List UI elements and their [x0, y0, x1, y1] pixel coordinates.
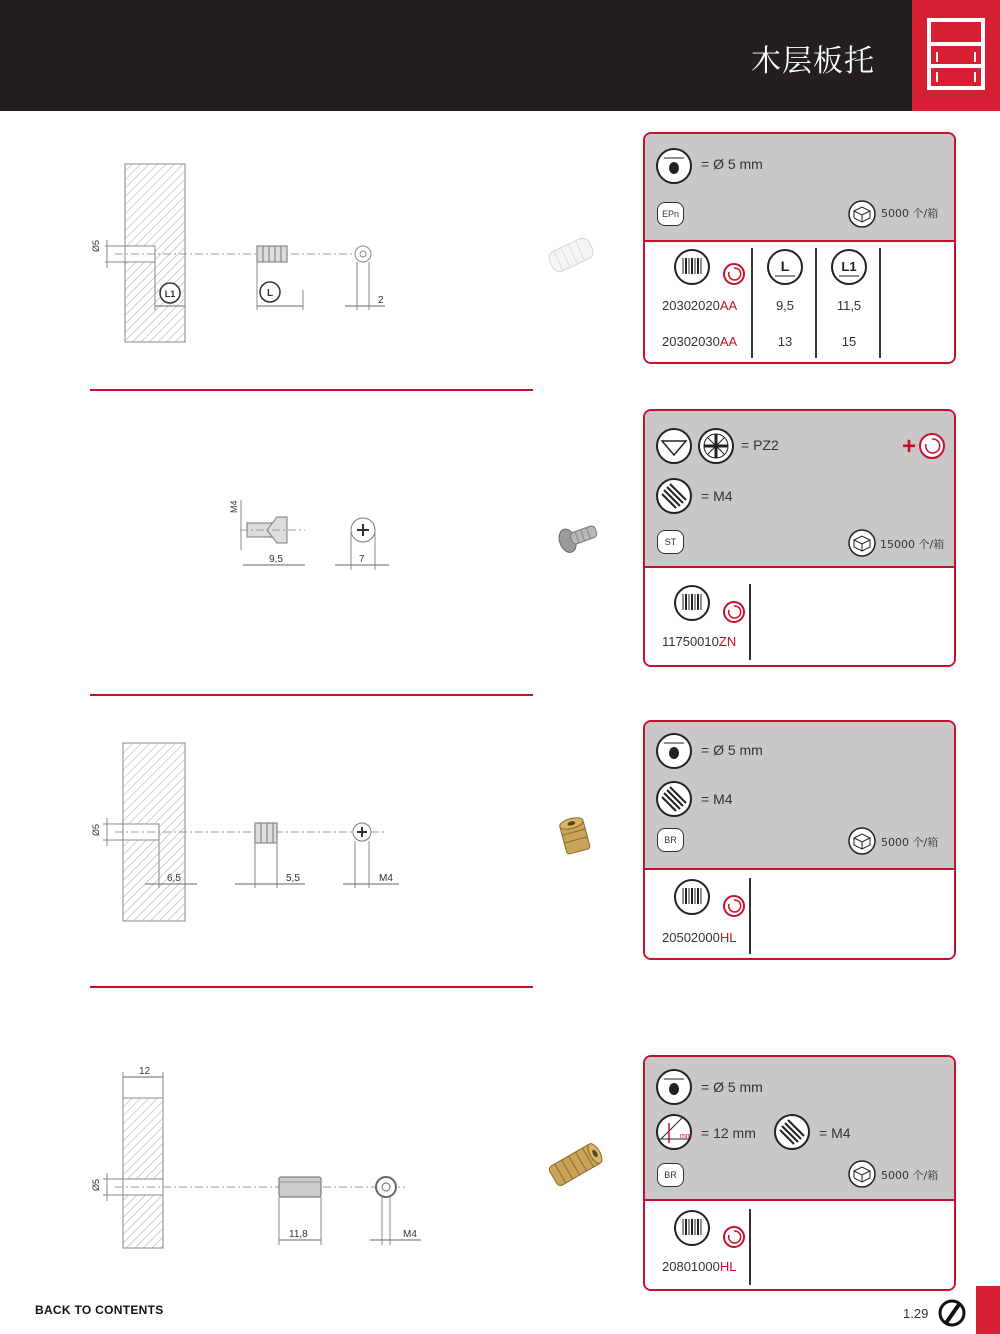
section-divider [90, 694, 533, 696]
svg-text:7: 7 [359, 554, 365, 565]
back-to-contents-link[interactable]: BACK TO CONTENTS [35, 1303, 164, 1317]
refresh-icon [722, 1225, 746, 1249]
technical-drawing-1 [85, 160, 415, 350]
svg-text:2: 2 [378, 295, 384, 306]
svg-text:M4: M4 [379, 873, 393, 884]
drawing-label-diameter: Ø5 [91, 239, 101, 252]
spec-thread: = M4 [701, 488, 733, 504]
technical-drawing-2 [225, 495, 395, 575]
pozidriv-icon [697, 427, 735, 465]
article-code: 20502000HL [662, 930, 737, 945]
length-L1-value: 11,5 [836, 298, 862, 313]
brand-logo-icon [938, 1299, 966, 1327]
svg-text:5,5: 5,5 [286, 873, 300, 884]
card-spec-panel [645, 1057, 954, 1201]
spec-drive: = PZ2 [741, 437, 779, 453]
product-card-4 [643, 1055, 956, 1291]
svg-text:M4: M4 [403, 1229, 417, 1240]
card-article-table [645, 870, 954, 960]
hole-diameter-icon [655, 1068, 693, 1106]
shelf-category-icon [912, 0, 1000, 111]
article-barcode-icon [673, 1209, 711, 1247]
card-article-table [645, 1201, 954, 1289]
svg-text:M4: M4 [229, 500, 239, 513]
page-number: 1.29 [903, 1306, 929, 1321]
packaging-quantity: 15000 个/箱 [880, 538, 945, 551]
article-barcode-icon [673, 878, 711, 916]
depth-icon [655, 1113, 693, 1151]
card-spec-panel [645, 134, 954, 242]
svg-text:L1: L1 [841, 259, 857, 274]
svg-text:Ø5: Ø5 [91, 1178, 101, 1191]
spec-diameter: = Ø 5 mm [701, 156, 763, 172]
countersunk-head-icon [655, 427, 693, 465]
svg-text:L: L [780, 258, 790, 274]
thread-icon [655, 780, 693, 818]
refresh-icon [918, 432, 946, 460]
length-L1-icon [830, 248, 868, 286]
refresh-icon [722, 262, 746, 286]
spec-diameter: = Ø 5 mm [701, 1079, 763, 1095]
svg-text:11,8: 11,8 [289, 1229, 308, 1240]
column-divider [815, 248, 817, 358]
card-article-table [645, 242, 954, 362]
article-code: 20302020AA [662, 298, 738, 313]
section-divider [90, 389, 533, 391]
technical-drawing-4 [85, 1060, 425, 1250]
page-title: 木层板托 [751, 44, 875, 79]
length-L-value: 13 [777, 334, 793, 349]
svg-text:mm: mm [680, 1133, 692, 1140]
page-edge-tab [976, 1286, 1000, 1334]
length-L-value: 9,5 [775, 298, 795, 313]
package-box-icon [847, 199, 877, 229]
product-card-1 [643, 132, 956, 364]
product-photo-3 [553, 814, 597, 860]
thread-icon [655, 477, 693, 515]
package-box-icon [847, 528, 877, 558]
svg-text:Ø5: Ø5 [91, 823, 101, 836]
card-spec-panel [645, 722, 954, 870]
length-L-icon [766, 248, 804, 286]
article-code: 20302030AA [662, 334, 738, 349]
material-badge: ST [657, 530, 684, 554]
package-box-icon [847, 1159, 877, 1189]
product-photo-1 [543, 230, 599, 280]
article-barcode-icon [673, 584, 711, 622]
spec-thread: = M4 [701, 791, 733, 807]
product-card-2 [643, 409, 956, 667]
packaging-quantity: 5000 个/箱 [881, 836, 939, 849]
package-box-icon [847, 826, 877, 856]
material-badge: EPn [657, 202, 684, 226]
card-spec-panel [645, 411, 954, 568]
material-badge: BR [657, 1163, 684, 1187]
column-divider [749, 584, 751, 660]
article-code: 20801000HL [662, 1259, 737, 1274]
article-code: 11750010ZN [662, 634, 737, 649]
product-photo-4 [540, 1138, 610, 1192]
packaging-quantity: 5000 个/箱 [881, 207, 939, 220]
product-card-3 [643, 720, 956, 960]
product-photo-2 [553, 515, 603, 559]
spec-diameter: = Ø 5 mm [701, 742, 763, 758]
length-L1-value: 15 [841, 334, 857, 349]
spec-extra-plus: + [902, 433, 917, 460]
spec-thread: = M4 [819, 1125, 851, 1141]
refresh-icon [722, 600, 746, 624]
hole-diameter-icon [655, 732, 693, 770]
card-article-table [645, 568, 954, 667]
column-divider [749, 1209, 751, 1285]
packaging-quantity: 5000 个/箱 [881, 1169, 939, 1182]
hole-diameter-icon [655, 147, 693, 185]
column-divider [879, 248, 881, 358]
material-badge: BR [657, 828, 684, 852]
article-barcode-icon [673, 248, 711, 286]
svg-text:L1: L1 [164, 289, 176, 299]
column-divider [749, 878, 751, 954]
section-divider [90, 986, 533, 988]
svg-text:6,5: 6,5 [167, 873, 181, 884]
column-divider [751, 248, 753, 358]
refresh-icon [722, 894, 746, 918]
svg-text:9,5: 9,5 [269, 554, 283, 565]
svg-text:12: 12 [139, 1066, 151, 1077]
thread-icon [773, 1113, 811, 1151]
page-header [0, 0, 1000, 111]
technical-drawing-3 [85, 740, 405, 925]
svg-text:L: L [266, 288, 274, 299]
spec-depth: = 12 mm [701, 1125, 756, 1141]
